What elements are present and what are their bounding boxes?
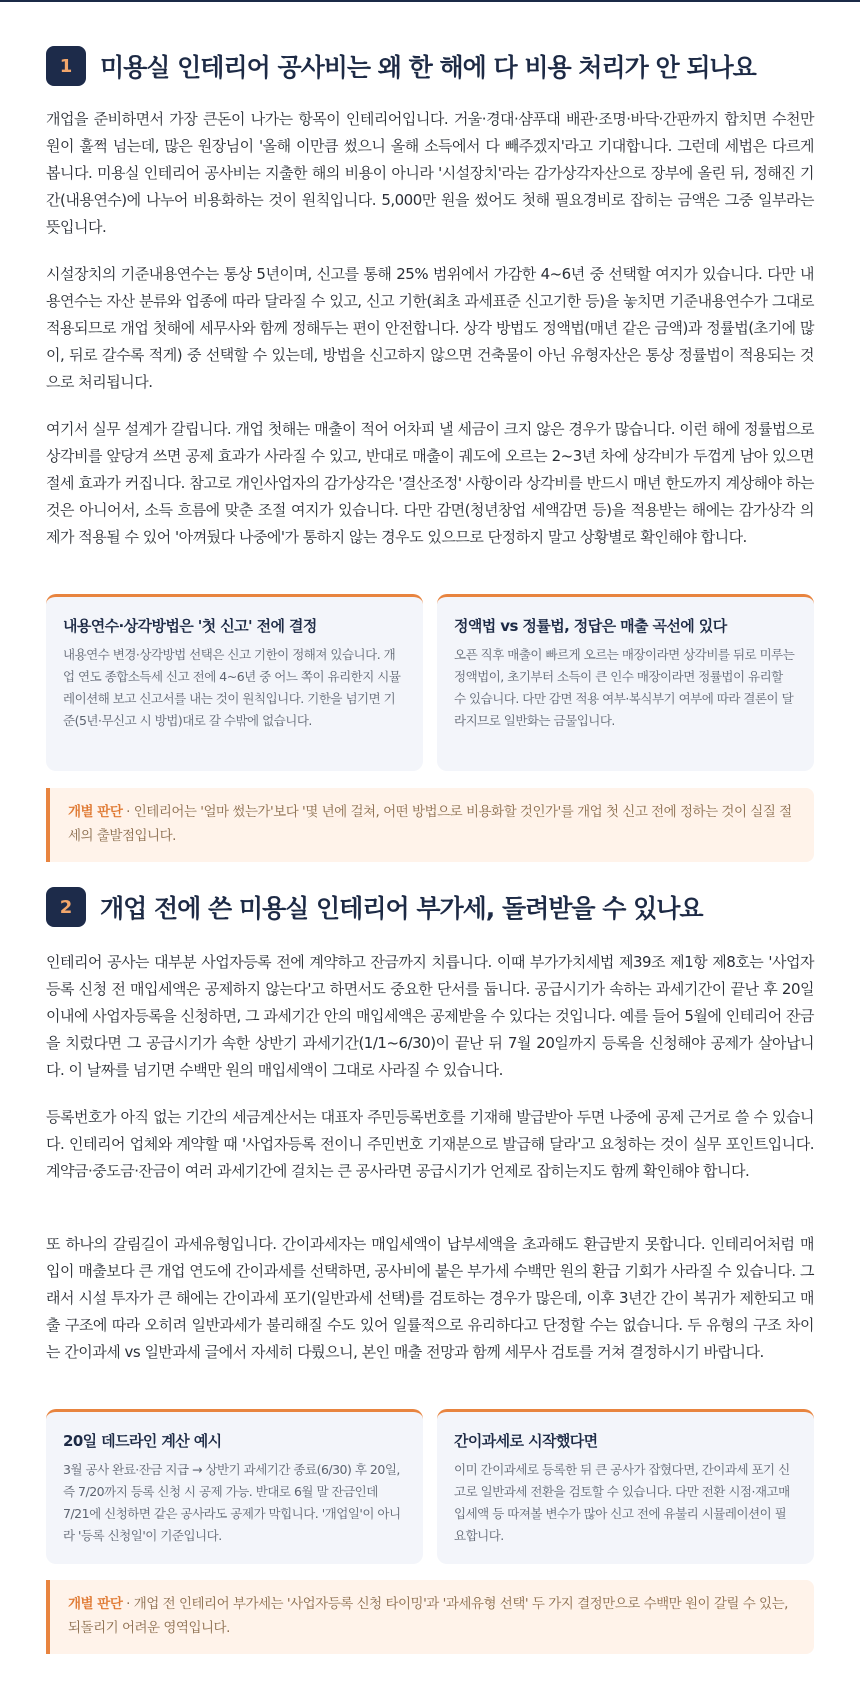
section-2-card-1 [46, 1409, 423, 1564]
section-2-paragraph-1: 인테리어 공사는 대부분 사업자등록 전에 계약하고 잔금까지 치릅니다. 이때 부가가치세법 제39조 제1항 제8호는 '사업자등록 신청 전 매입세액은 공제하지 않는다'고 하면서도 중요한 단서를 둡니다. 공급시기가 속하는 과세기간이 끝난 후 20일 이내에 사업자등록을 신청하면, 그 과세기간 안의 매입세액은 공제받을 수 있다는 것입니다. 예를 들어 5월에 인테리어 잔금을 치렀다면 그 공급시기가 속한 상반기 과세기간(1/1~6/30)이 끝난 뒤 7월 20일까지 등록을 신청해야 공제가 살아납니다. 이 날짜를 넘기면 수백만 원의 매입세액이 그대로 사라질 수 있습니다. [46, 953, 814, 1079]
section-1-paragraph-1: 개업을 준비하면서 가장 큰돈이 나가는 항목이 인테리어입니다. 거울·경대·샴푸대 배관·조명·바닥·간판까지 합치면 수천만 원이 훌쩍 넘는데, 많은 원장님이 '올해 이만큼 썼으니 올해 소득에서 다 빼주겠지'라고 기대합니다. 그런데 세법은 다르게 봅니다. 미용실 인테리어 공사비는 지출한 해의 비용이 아니라 '시설장치'라는 감가상각자산으로 장부에 올린 뒤, 정해진 기간(내용연수)에 나누어 비용화하는 것이 원칙입니다. 5,000만 원을 썼어도 첫해 필요경비로 잡히는 금액은 그중 일부라는 뜻입니다. [46, 110, 814, 236]
section-1-title: 미용실 인테리어 공사비는 왜 한 해에 다 비용 처리가 안 되나요 [100, 53, 756, 82]
section-1-card-2 [437, 594, 814, 771]
card-body: 이미 간이과세로 등록한 뒤 큰 공사가 잡혔다면, 간이과세 포기 신고로 일반과세 전환을 검토할 수 있습니다. 다만 전환 시점·재고매입세액 등 따져볼 변수가 많아 신고 전에 유불리 시뮬레이션이 필요합니다. [454, 1462, 790, 1543]
section-2-paragraph-2: 등록번호가 아직 없는 기간의 세금계산서는 대표자 주민등록번호를 기재해 발급받아 두면 나중에 공제 근거로 쓸 수 있습니다. 인테리어 업체와 계약할 때 '사업자등록 전이니 주민번호 기재분으로 발급해 달라'고 요청하는 것이 실무 포인트입니다. 계약금·중도금·잔금이 여러 과세기간에 걸치는 큰 공사라면 공급시기가 언제로 잡히는지도 함께 확인해야 합니다. [46, 1108, 814, 1180]
card-title: 간이과세로 시작했다면 [454, 1432, 598, 1450]
section-2-number-badge: 2 [46, 887, 86, 927]
section-2-heading [46, 887, 703, 927]
card-title: 정액법 vs 정률법, 정답은 매출 곡선에 있다 [454, 617, 727, 635]
section-1-heading [46, 46, 756, 86]
section-1-paragraph-3: 여기서 실무 설계가 갈립니다. 개업 첫해는 매출이 적어 어차피 낼 세금이 크지 않은 경우가 많습니다. 이런 해에 정률법으로 상각비를 앞당겨 쓰면 공제 효과가 사라질 수 있고, 반대로 매출이 궤도에 오르는 2~3년 차에 상각비가 두껍게 남아 있으면 절세 효과가 커집니다. 참고로 개인사업자의 감가상각은 '결산조정' 사항이라 상각비를 반드시 매년 한도까지 계상해야 하는 것은 아니어서, 소득 흐름에 맞춘 조절 여지가 있습니다. 다만 감면(청년창업 세액감면 등)을 적용받는 해에는 감가상각 의제가 적용될 수 있어 '아껴뒀다 나중에'가 통하지 않는 경우도 있으므로 단정하지 말고 상황별로 확인해야 합니다. [46, 420, 814, 546]
callout-label: 개별 판단 [68, 1596, 123, 1612]
callout-text: · 인테리어는 '얼마 썼는가'보다 '몇 년에 걸쳐, 어떤 방법으로 비용화할 것인가'를 개업 첫 신고 전에 정하는 것이 실질 절세의 출발점입니다. [68, 804, 792, 844]
card-body: 내용연수 변경·상각방법 선택은 신고 기한이 정해져 있습니다. 개업 연도 종합소득세 신고 전에 4~6년 중 어느 쪽이 유리한지 시뮬레이션해 보고 신고서를 내는 것이 원칙입니다. 기한을 넘기면 기준(5년·무신고 시 방법)대로 갈 수밖에 없습니다. [63, 647, 401, 728]
section-1-number-badge: 1 [46, 46, 86, 86]
callout-text: · 개업 전 인테리어 부가세는 '사업자등록 신청 타이밍'과 '과세유형 선택' 두 가지 결정만으로 수백만 원이 갈릴 수 있는, 되돌리기 어려운 영역입니다. [68, 1596, 788, 1636]
section-2-callout [46, 1580, 814, 1654]
section-1-paragraph-2: 시설장치의 기준내용연수는 통상 5년이며, 신고를 통해 25% 범위에서 가감한 4~6년 중 선택할 여지가 있습니다. 다만 내용연수는 자산 분류와 업종에 따라 달라질 수 있고, 신고 기한(최초 과세표준 신고기한 등)을 놓치면 기준내용연수가 그대로 적용되므로 개업 첫해에 세무사와 함께 정해두는 편이 안전합니다. 상각 방법도 정액법(매년 같은 금액)과 정률법(초기에 많이, 뒤로 갈수록 적게) 중 선택할 수 있는데, 방법을 신고하지 않으면 건축물이 아닌 유형자산은 통상 정률법이 적용되는 것으로 처리됩니다. [46, 265, 814, 391]
section-1-card-1 [46, 594, 423, 771]
section-2-paragraph-3: 또 하나의 갈림길이 과세유형입니다. 간이과세자는 매입세액이 납부세액을 초과해도 환급받지 못합니다. 인테리어처럼 매입이 매출보다 큰 개업 연도에 간이과세를 선택하면, 공사비에 붙은 부가세 수백만 원의 환급 기회가 사라질 수 있습니다. 그래서 시설 투자가 큰 해에는 간이과세 포기(일반과세 선택)를 검토하는 경우가 많은데, 이후 3년간 간이 복귀가 제한되고 매출 구조에 따라 오히려 일반과세가 불리해질 수도 있어 일률적으로 유리하다고 단정할 수는 없습니다. 두 유형의 구조 차이는 간이과세 vs 일반과세 글에서 자세히 다뤘으니, 본인 매출 전망과 함께 세무사 검토를 거쳐 결정하시기 바랍니다. [46, 1235, 814, 1361]
card-body: 3월 공사 완료·잔금 지급 → 상반기 과세기간 종료(6/30) 후 20일, 즉 7/20까지 등록 신청 시 공제 가능. 반대로 6월 말 잔금인데 7/21에 신청하면 같은 공사라도 공제가 막힙니다. '개업일'이 아니라 '등록 신청일'이 기준입니다. [63, 1462, 401, 1543]
card-title: 내용연수·상각방법은 '첫 신고' 전에 결정 [63, 617, 317, 635]
section-2-title: 개업 전에 쓴 미용실 인테리어 부가세, 돌려받을 수 있나요 [100, 894, 703, 923]
section-2-card-2 [437, 1409, 814, 1564]
callout-label: 개별 판단 [68, 804, 123, 820]
card-title: 20일 데드라인 계산 예시 [63, 1432, 222, 1450]
card-body: 오픈 직후 매출이 빠르게 오르는 매장이라면 상각비를 뒤로 미루는 정액법이, 초기부터 소득이 큰 인수 매장이라면 정률법이 유리할 수 있습니다. 다만 감면 적용 여부·복식부기 여부에 따라 결론이 달라지므로 일반화는 금물입니다. [454, 647, 795, 728]
top-rule [0, 0, 860, 2]
section-1-callout [46, 788, 814, 862]
